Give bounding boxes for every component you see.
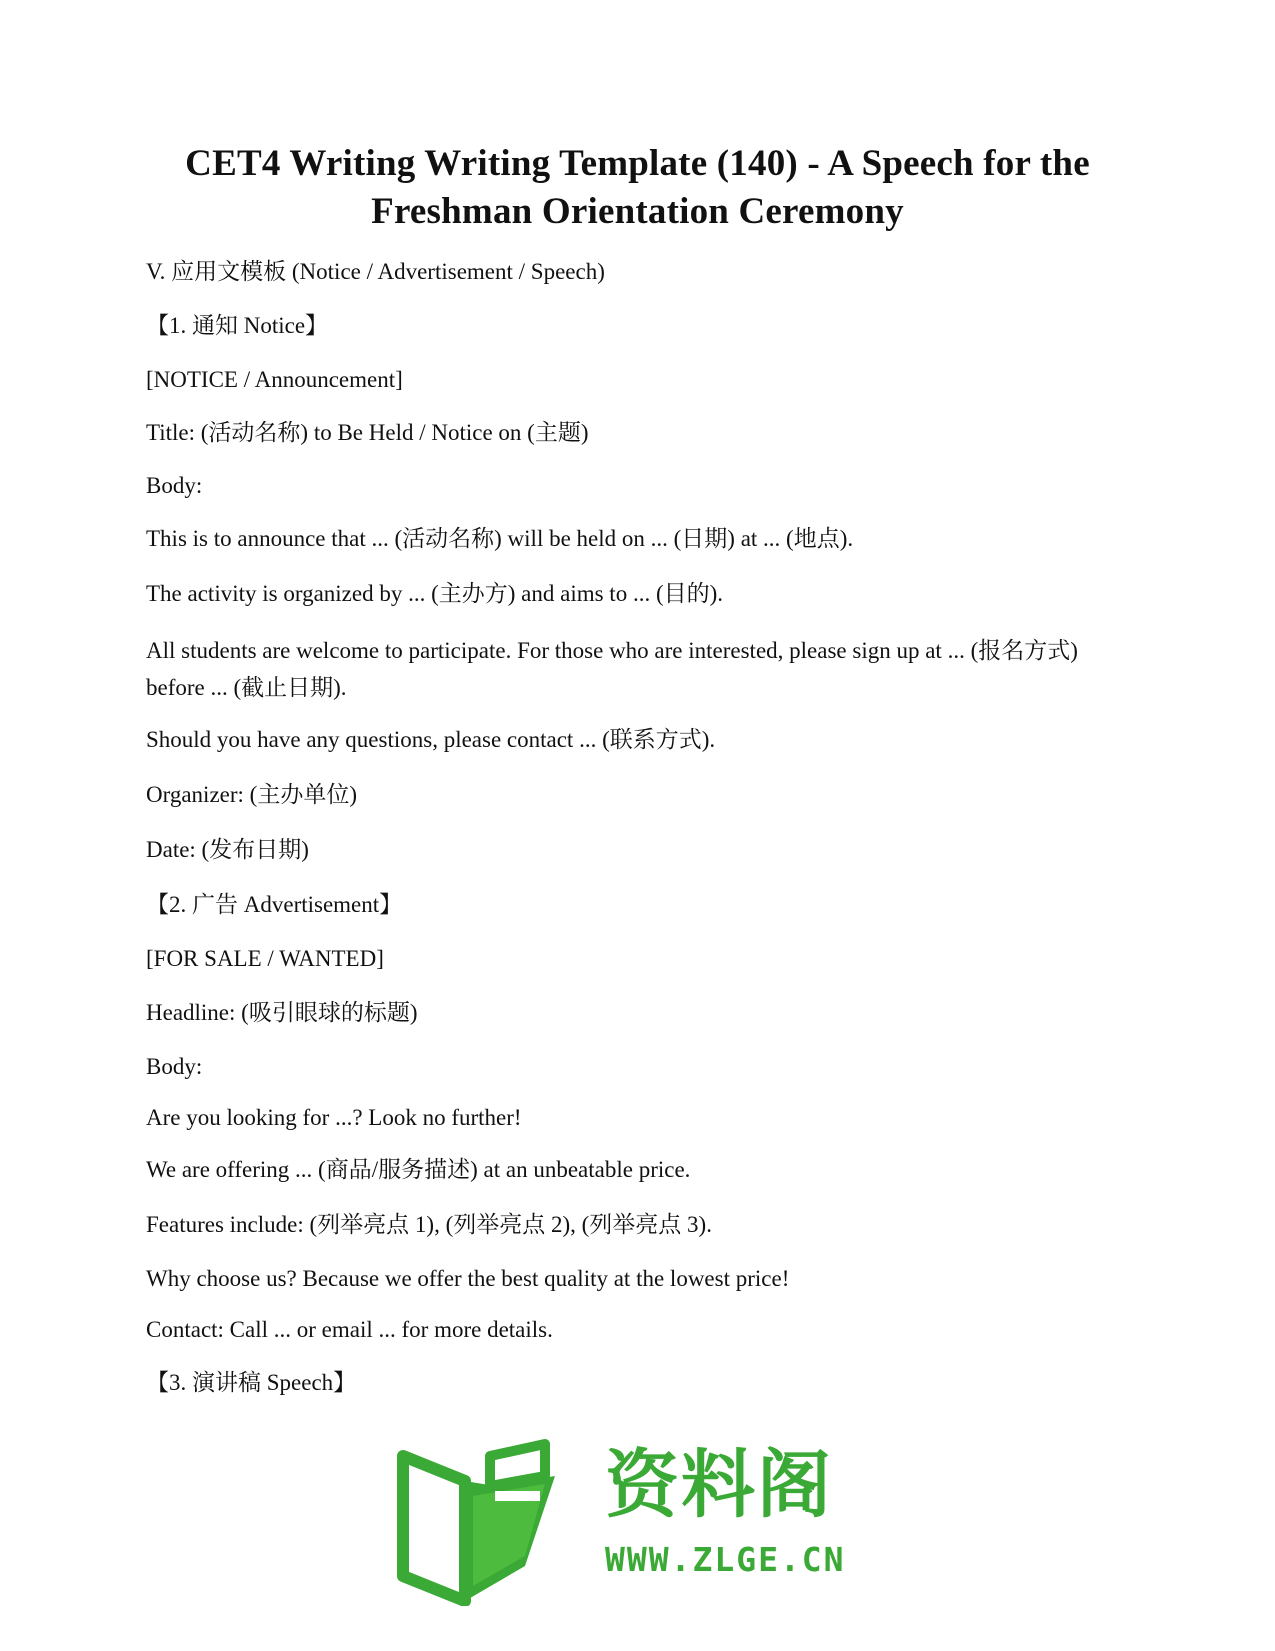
advertisement-body-line-4: Why choose us? Because we offer the best quality at the lowest price! — [146, 1266, 790, 1291]
advertisement-body-label: Body: — [146, 1054, 203, 1079]
notice-title-line: Title: (活动名称) to Be Held / Notice on (主题) — [146, 420, 589, 445]
watermark-logo — [395, 1436, 865, 1606]
notice-body-line-4: Should you have any questions, please contact ... (联系方式). — [146, 727, 716, 752]
title-line-2: Freshman Orientation Ceremony — [371, 191, 904, 232]
watermark-url: WWW.ZLGE.CN — [605, 1540, 846, 1579]
watermark-name: 资料阁 — [605, 1442, 833, 1528]
speech-heading: 【3. 演讲稿 Speech】 — [146, 1370, 357, 1395]
notice-body-line-3: All students are welcome to participate. For those who are interested, please sign up at ... (报名方式) before ... (截止日期). — [146, 638, 1078, 700]
open-book-icon — [395, 1436, 595, 1606]
advertisement-body-line-2: We are offering ... (商品/服务描述) at an unbeatable price. — [146, 1157, 691, 1182]
title-line-1: CET4 Writing Writing Template (140) - A Speech for the — [185, 143, 1090, 184]
advertisement-heading: 【2. 广告 Advertisement】 — [146, 892, 403, 917]
document-title — [120, 140, 1155, 236]
notice-date: Date: (发布日期) — [146, 837, 309, 862]
notice-body-line-1: This is to announce that ... (活动名称) will be held on ... (日期) at ... (地点). — [146, 526, 854, 551]
notice-organizer: Organizer: (主办单位) — [146, 782, 357, 807]
advertisement-headline: Headline: (吸引眼球的标题) — [146, 1000, 418, 1025]
notice-body-line-2: The activity is organized by ... (主办方) and aims to ... (目的). — [146, 581, 724, 606]
advertisement-contact: Contact: Call ... or email ... for more details. — [146, 1317, 553, 1342]
advertisement-body-line-3: Features include: (列举亮点 1), (列举亮点 2), (列举亮点 3). — [146, 1212, 712, 1237]
notice-heading: 【1. 通知 Notice】 — [146, 313, 329, 338]
advertisement-body-line-1: Are you looking for ...? Look no further! — [146, 1105, 522, 1130]
advertisement-label: [FOR SALE / WANTED] — [146, 946, 384, 971]
notice-body-label: Body: — [146, 473, 203, 498]
section-heading: V. 应用文模板 (Notice / Advertisement / Speech) — [146, 259, 605, 284]
notice-label: [NOTICE / Announcement] — [146, 367, 403, 392]
